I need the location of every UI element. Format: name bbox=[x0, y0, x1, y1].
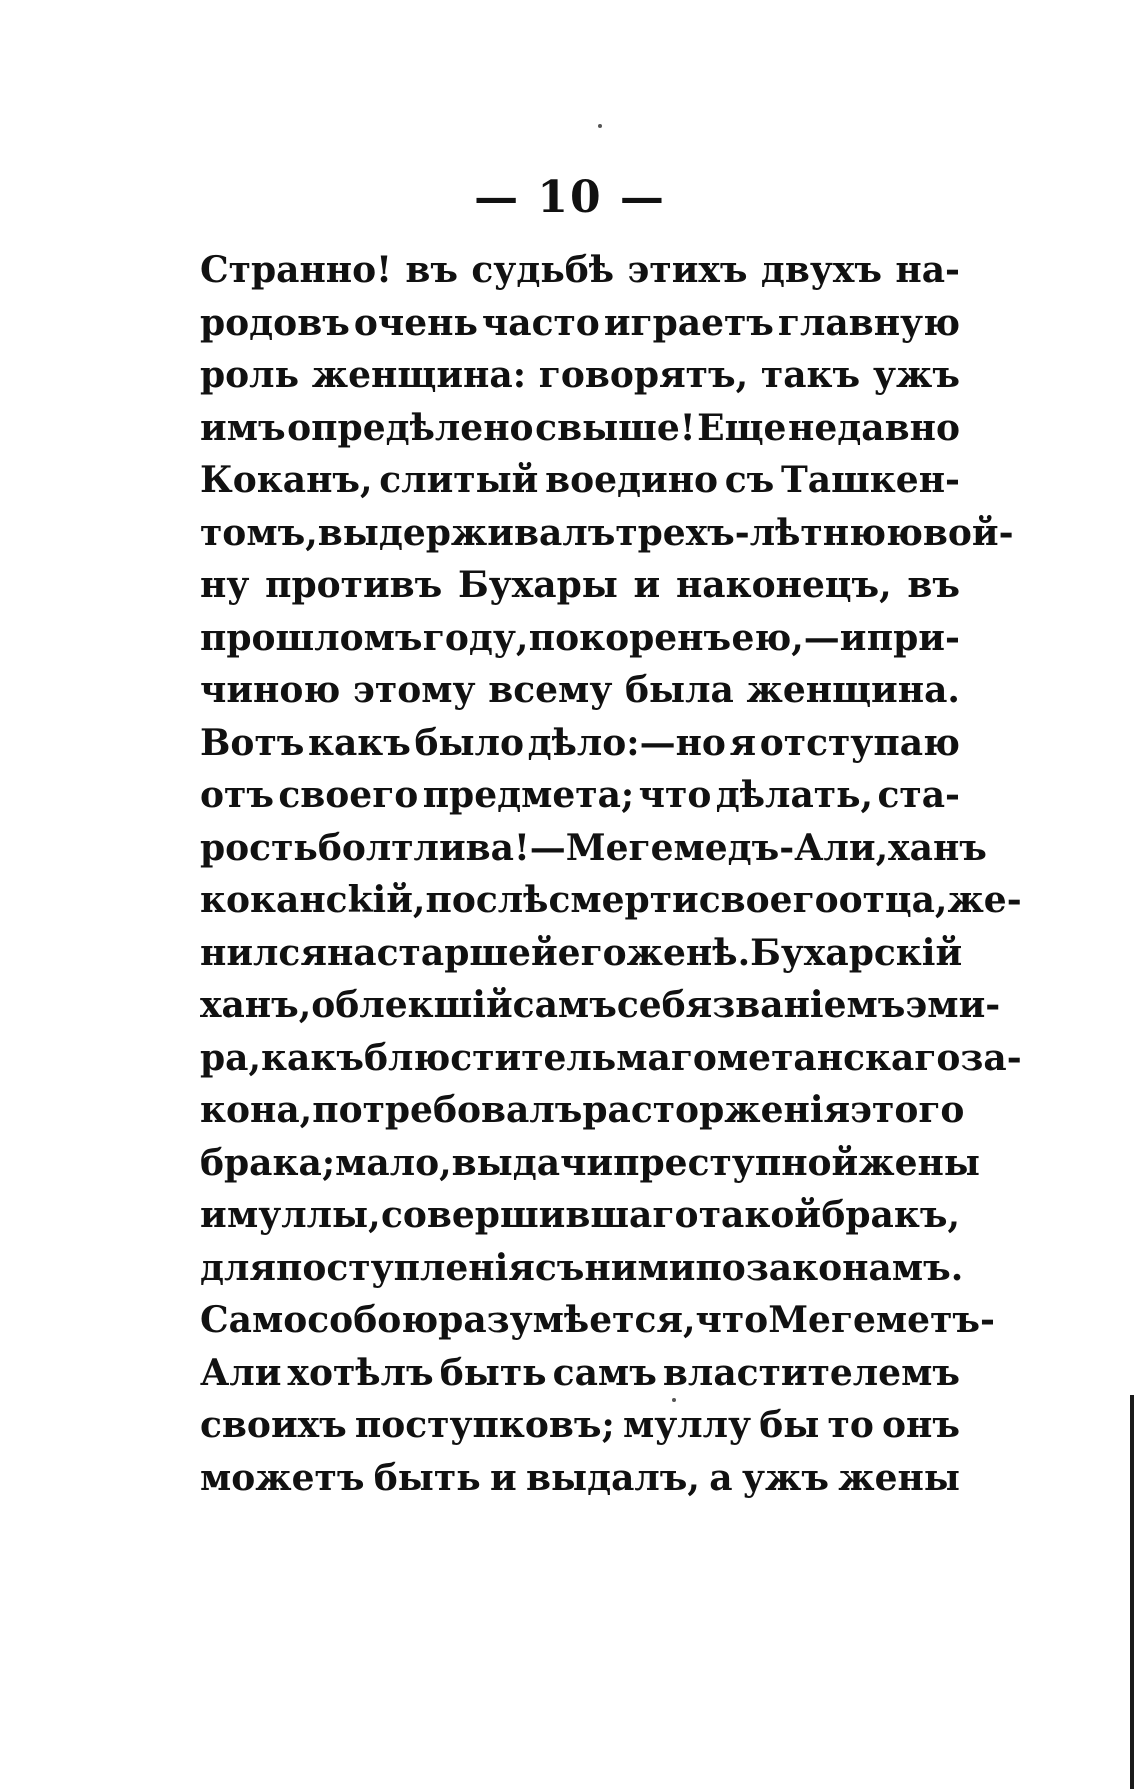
word: быть bbox=[373, 1456, 481, 1499]
word: вой- bbox=[922, 511, 1014, 554]
word: покоренъ bbox=[528, 616, 732, 659]
word: году, bbox=[422, 616, 529, 659]
word: Коканъ, bbox=[200, 459, 373, 501]
text-line bbox=[200, 1137, 980, 1190]
word: въ bbox=[405, 249, 458, 291]
word: двухъ bbox=[760, 249, 882, 291]
word: ну bbox=[200, 564, 250, 606]
word: ра, bbox=[200, 1036, 262, 1079]
word: блюститель bbox=[363, 1036, 617, 1079]
word: ними bbox=[584, 1246, 696, 1289]
word: этихъ bbox=[627, 249, 748, 291]
word: рость bbox=[200, 826, 318, 869]
word: какъ bbox=[261, 1036, 364, 1079]
text-line bbox=[200, 507, 1014, 560]
word: всему bbox=[488, 669, 613, 711]
word: ужъ bbox=[872, 354, 960, 396]
word: дѣлать, bbox=[715, 774, 874, 816]
word: ею,—и bbox=[731, 616, 867, 659]
text-line bbox=[200, 717, 960, 770]
word: ханъ bbox=[888, 826, 987, 869]
word: смерти bbox=[548, 879, 699, 921]
word: чиною bbox=[200, 669, 341, 711]
text-line bbox=[200, 1242, 964, 1295]
text-line bbox=[200, 664, 960, 717]
word: старшей bbox=[376, 931, 558, 974]
word: что bbox=[638, 774, 712, 816]
word: судьбѣ bbox=[471, 249, 615, 291]
word: разумѣется, bbox=[438, 1299, 696, 1341]
word: можетъ bbox=[200, 1456, 365, 1499]
word: хотѣлъ bbox=[287, 1351, 434, 1394]
word: мало, bbox=[335, 1141, 452, 1184]
word: предмета; bbox=[422, 774, 635, 816]
word: и bbox=[633, 564, 661, 606]
word: и bbox=[200, 1194, 227, 1236]
body-text bbox=[200, 244, 1022, 1504]
word: жены bbox=[858, 1141, 980, 1184]
word: я bbox=[729, 721, 757, 764]
text-line bbox=[200, 1452, 960, 1505]
word: свыше! bbox=[535, 406, 696, 449]
word: поступленія bbox=[275, 1246, 535, 1289]
word: женщина. bbox=[746, 669, 960, 711]
word: ханъ, bbox=[200, 984, 312, 1026]
word: что bbox=[695, 1299, 769, 1341]
text-line bbox=[200, 1084, 965, 1137]
word: играетъ bbox=[603, 301, 774, 344]
word: Ташкен- bbox=[781, 459, 960, 501]
word: такой bbox=[698, 1194, 822, 1236]
text-line bbox=[200, 1294, 995, 1347]
word: было bbox=[414, 721, 524, 764]
word: какъ bbox=[307, 721, 411, 764]
word: отца, bbox=[838, 879, 948, 921]
word: съ bbox=[724, 459, 775, 501]
word: томъ, bbox=[200, 511, 318, 554]
word: прошломъ bbox=[200, 616, 423, 659]
text-line bbox=[200, 979, 1001, 1032]
speck bbox=[672, 1398, 676, 1402]
word: самъ bbox=[512, 984, 617, 1026]
word: бы bbox=[759, 1404, 820, 1446]
word: ста- bbox=[877, 774, 960, 816]
word: на bbox=[326, 931, 377, 974]
word: недавно bbox=[788, 406, 960, 449]
word: этому bbox=[352, 669, 476, 711]
word: Мегеметъ- bbox=[768, 1299, 995, 1341]
word: нился bbox=[200, 931, 327, 974]
text-line bbox=[200, 559, 960, 612]
page-number: — 10 — bbox=[474, 172, 666, 223]
text-line bbox=[200, 402, 960, 455]
word: эми- bbox=[905, 984, 1001, 1026]
word: за- bbox=[960, 1036, 1022, 1079]
word: своего bbox=[278, 774, 419, 816]
word: законамъ. bbox=[745, 1246, 964, 1289]
text-line bbox=[200, 297, 960, 350]
word: очень bbox=[353, 301, 478, 344]
word: трехъ-лѣтнюю bbox=[615, 511, 923, 554]
text-line bbox=[200, 874, 1022, 927]
word: отступаю bbox=[759, 721, 960, 764]
word: а bbox=[709, 1456, 733, 1499]
word: роль bbox=[200, 354, 299, 396]
word: женщина: bbox=[311, 354, 527, 396]
word: Вотъ bbox=[200, 721, 305, 764]
text-line bbox=[200, 1399, 960, 1452]
word: быть bbox=[439, 1351, 547, 1394]
word: была bbox=[625, 669, 734, 711]
word: бракъ, bbox=[821, 1194, 960, 1236]
word: Еще bbox=[697, 406, 787, 449]
word: своего bbox=[698, 879, 839, 921]
word: преступной bbox=[613, 1141, 859, 1184]
word: кокансkій, bbox=[200, 879, 426, 921]
word: же- bbox=[947, 879, 1022, 921]
text-line bbox=[200, 612, 960, 665]
word: кона, bbox=[200, 1089, 313, 1131]
word: въ bbox=[907, 564, 960, 606]
word: съ bbox=[534, 1246, 585, 1289]
word: на- bbox=[895, 249, 960, 291]
text-line bbox=[200, 769, 960, 822]
text-line bbox=[200, 1189, 960, 1242]
word: по bbox=[695, 1246, 746, 1289]
word: расторженія bbox=[582, 1089, 851, 1131]
word: муллы, bbox=[226, 1194, 381, 1236]
text-line bbox=[200, 1347, 960, 1400]
text-line bbox=[200, 1032, 1022, 1085]
word: званіемъ bbox=[712, 984, 906, 1026]
word: говорятъ, bbox=[538, 354, 749, 396]
word: Бухарскій bbox=[750, 931, 963, 974]
word: потребовалъ bbox=[312, 1089, 583, 1131]
word: его bbox=[557, 931, 627, 974]
word: послѣ bbox=[425, 879, 549, 921]
word: и bbox=[489, 1456, 517, 1499]
text-line bbox=[200, 927, 963, 980]
text-line bbox=[200, 349, 960, 402]
word: слитый bbox=[379, 459, 539, 501]
word: Само bbox=[200, 1299, 308, 1341]
word: опредѣлено bbox=[287, 406, 534, 449]
word: дѣло:—но bbox=[527, 721, 726, 764]
text-line bbox=[200, 822, 987, 875]
word: жены bbox=[838, 1456, 960, 1499]
word: главную bbox=[777, 301, 960, 344]
word: такъ bbox=[760, 354, 861, 396]
word: противъ bbox=[265, 564, 443, 606]
word: этого bbox=[850, 1089, 965, 1131]
word: то bbox=[827, 1404, 874, 1446]
speck bbox=[598, 124, 602, 128]
word: муллу bbox=[622, 1404, 752, 1446]
word: часто bbox=[481, 301, 600, 344]
word: Бухары bbox=[457, 564, 618, 606]
word: выдачи bbox=[451, 1141, 614, 1184]
word: себя bbox=[616, 984, 713, 1026]
word: женѣ. bbox=[626, 931, 751, 974]
word: отъ bbox=[200, 774, 274, 816]
word: облекшій bbox=[311, 984, 513, 1026]
word: родовъ bbox=[200, 301, 350, 344]
word: имъ bbox=[200, 406, 286, 449]
word: воедино bbox=[545, 459, 719, 501]
word: выдерживалъ bbox=[317, 511, 616, 554]
word: собою bbox=[307, 1299, 439, 1341]
word: Странно! bbox=[200, 249, 392, 291]
text-line bbox=[200, 454, 960, 507]
text-line bbox=[200, 244, 960, 297]
word: наконецъ, bbox=[675, 564, 892, 606]
word: болтлива!—Мегемедъ-Али, bbox=[317, 826, 889, 869]
word: совершившаго bbox=[380, 1194, 699, 1236]
word: Али bbox=[200, 1351, 282, 1394]
word: онъ bbox=[882, 1404, 960, 1446]
word: поступковъ; bbox=[354, 1404, 615, 1446]
word: ужъ bbox=[741, 1456, 829, 1499]
word: магометанскаго bbox=[616, 1036, 961, 1079]
word: самъ bbox=[552, 1351, 657, 1394]
margin-rule bbox=[1130, 1395, 1134, 1789]
word: брака; bbox=[200, 1141, 336, 1184]
word: при- bbox=[866, 616, 960, 659]
word: для bbox=[200, 1246, 276, 1289]
word: властителемъ bbox=[662, 1351, 960, 1394]
word: своихъ bbox=[200, 1404, 347, 1446]
word: выдалъ, bbox=[526, 1456, 700, 1499]
